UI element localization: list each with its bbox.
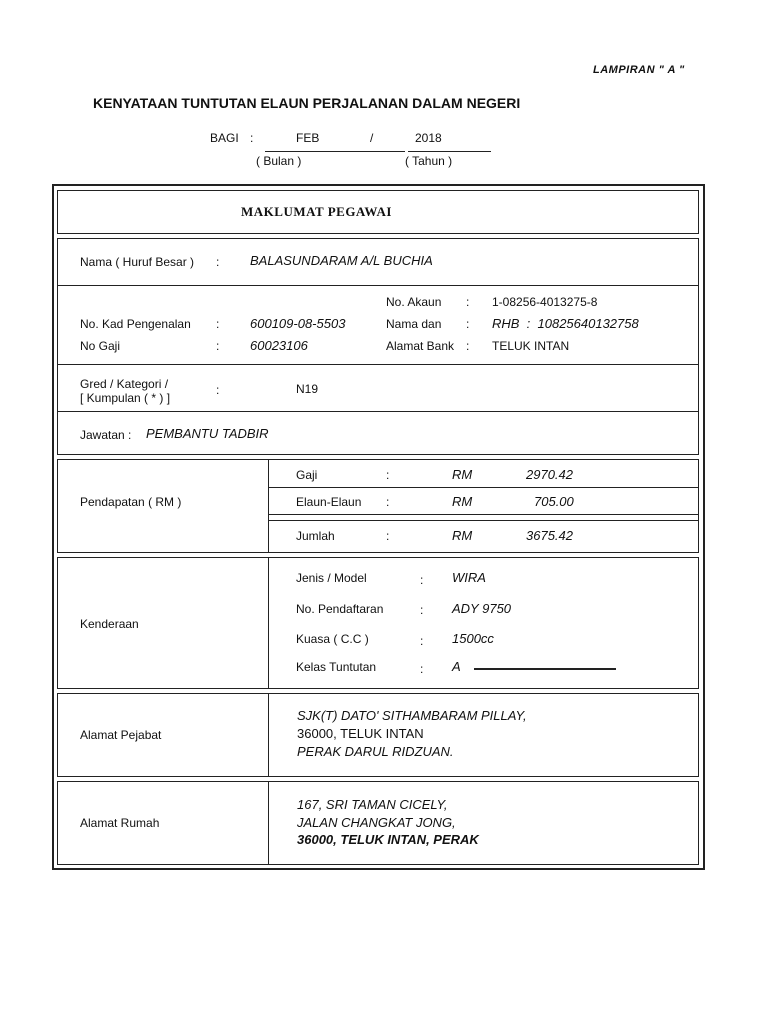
salary-no-colon: : [216,339,220,353]
office-address-label: Alamat Pejabat [80,728,162,742]
form-title: KENYATAAN TUNTUTAN ELAUN PERJALANAN DALAM NEGERI [93,95,521,111]
ic-value: 600109-08-5503 [250,316,346,331]
name-label: Nama ( Huruf Besar ) [80,255,195,269]
for-label: BAGI [210,131,239,145]
grade-value: N19 [296,382,319,396]
vehicle-model-label: Jenis / Model [296,571,367,585]
income-row-label: Gaji [296,468,318,482]
for-colon: : [250,131,254,145]
name-value: BALASUNDARAM A/L BUCHIA [250,253,433,268]
grade-label-1: Gred / Kategori / [80,377,169,391]
vehicle-model-value: WIRA [452,570,486,585]
position-value: PEMBANTU TADBIR [146,426,269,441]
month-value: FEB [296,131,320,145]
month-caption: ( Bulan ) [256,154,302,168]
income-row-amount: 2970.42 [526,467,573,482]
account-label: No. Akaun [386,295,442,309]
bank-address: TELUK INTAN [492,339,570,353]
income-rule-1 [268,487,699,488]
appendix-label: LAMPIRAN " A " [593,64,685,76]
income-row-amount: 705.00 [534,494,574,509]
year-caption: ( Tahun ) [405,154,453,168]
vehicle-plate-label: No. Pendaftaran [296,602,384,616]
income-row-currency: RM [452,467,473,482]
office-address-line: PERAK DARUL RIDZUAN. [297,744,454,759]
account-value: 1-08256-4013275-8 [492,295,598,309]
month-underline [265,151,405,152]
office-address-line: SJK(T) DATO' SITHAMBARAM PILLAY, [297,708,527,723]
name-colon: : [216,255,220,269]
ic-colon: : [216,317,220,331]
office-address-divider [268,693,269,777]
vehicle-label: Kenderaan [80,617,139,631]
income-total-currency: RM [452,528,473,543]
vehicle-cc-colon: : [420,634,424,648]
claim-class-value: A [452,659,461,674]
vehicle-divider [268,557,269,689]
bank-label-2: Alamat Bank [386,339,455,353]
position-label: Jawatan : [80,428,132,442]
office-address-line: 36000, TELUK INTAN [297,726,424,741]
salary-no-label: No Gaji [80,339,121,353]
home-address-line: 36000, TELUK INTAN, PERAK [297,832,479,847]
income-row-colon: : [386,495,390,509]
year-value: 2018 [415,131,442,145]
home-address-label: Alamat Rumah [80,816,160,830]
claim-class-strike-line [474,668,616,670]
income-rule-3 [268,520,699,521]
home-address-divider [268,781,269,865]
income-divider [268,459,269,553]
grade-label-2: [ Kumpulan ( * ) ] [80,391,171,405]
vehicle-cc-label: Kuasa ( C.C ) [296,632,369,646]
vehicle-cc-value: 1500cc [452,631,494,646]
bank-label-1: Nama dan [386,317,442,331]
bank-colon-2: : [466,339,470,353]
section-title: MAKLUMAT PEGAWAI [241,204,392,219]
ic-label: No. Kad Pengenalan [80,317,191,331]
grade-colon: : [216,383,220,397]
income-total-colon: : [386,529,390,543]
income-row-label: Elaun-Elaun [296,495,362,509]
salary-no-value: 60023106 [250,338,308,353]
income-total-label: Jumlah [296,529,335,543]
vehicle-plate-colon: : [420,603,424,617]
bank-value: RHB : 10825640132758 [492,316,639,331]
income-row-currency: RM [452,494,473,509]
claim-class-label: Kelas Tuntutan [296,660,377,674]
vehicle-plate-value: ADY 9750 [452,601,512,616]
income-row-colon: : [386,468,390,482]
claim-class-colon: : [420,662,424,676]
income-total-amount: 3675.42 [526,528,573,543]
vehicle-model-colon: : [420,573,424,587]
home-address-line: JALAN CHANGKAT JONG, [297,815,456,830]
home-address-line: 167, SRI TAMAN CICELY, [297,797,448,812]
income-label: Pendapatan ( RM ) [80,495,182,509]
account-colon: : [466,295,470,309]
bank-colon-1: : [466,317,470,331]
year-underline [408,151,491,152]
date-separator: / [370,131,374,145]
income-rule-2 [268,514,699,515]
